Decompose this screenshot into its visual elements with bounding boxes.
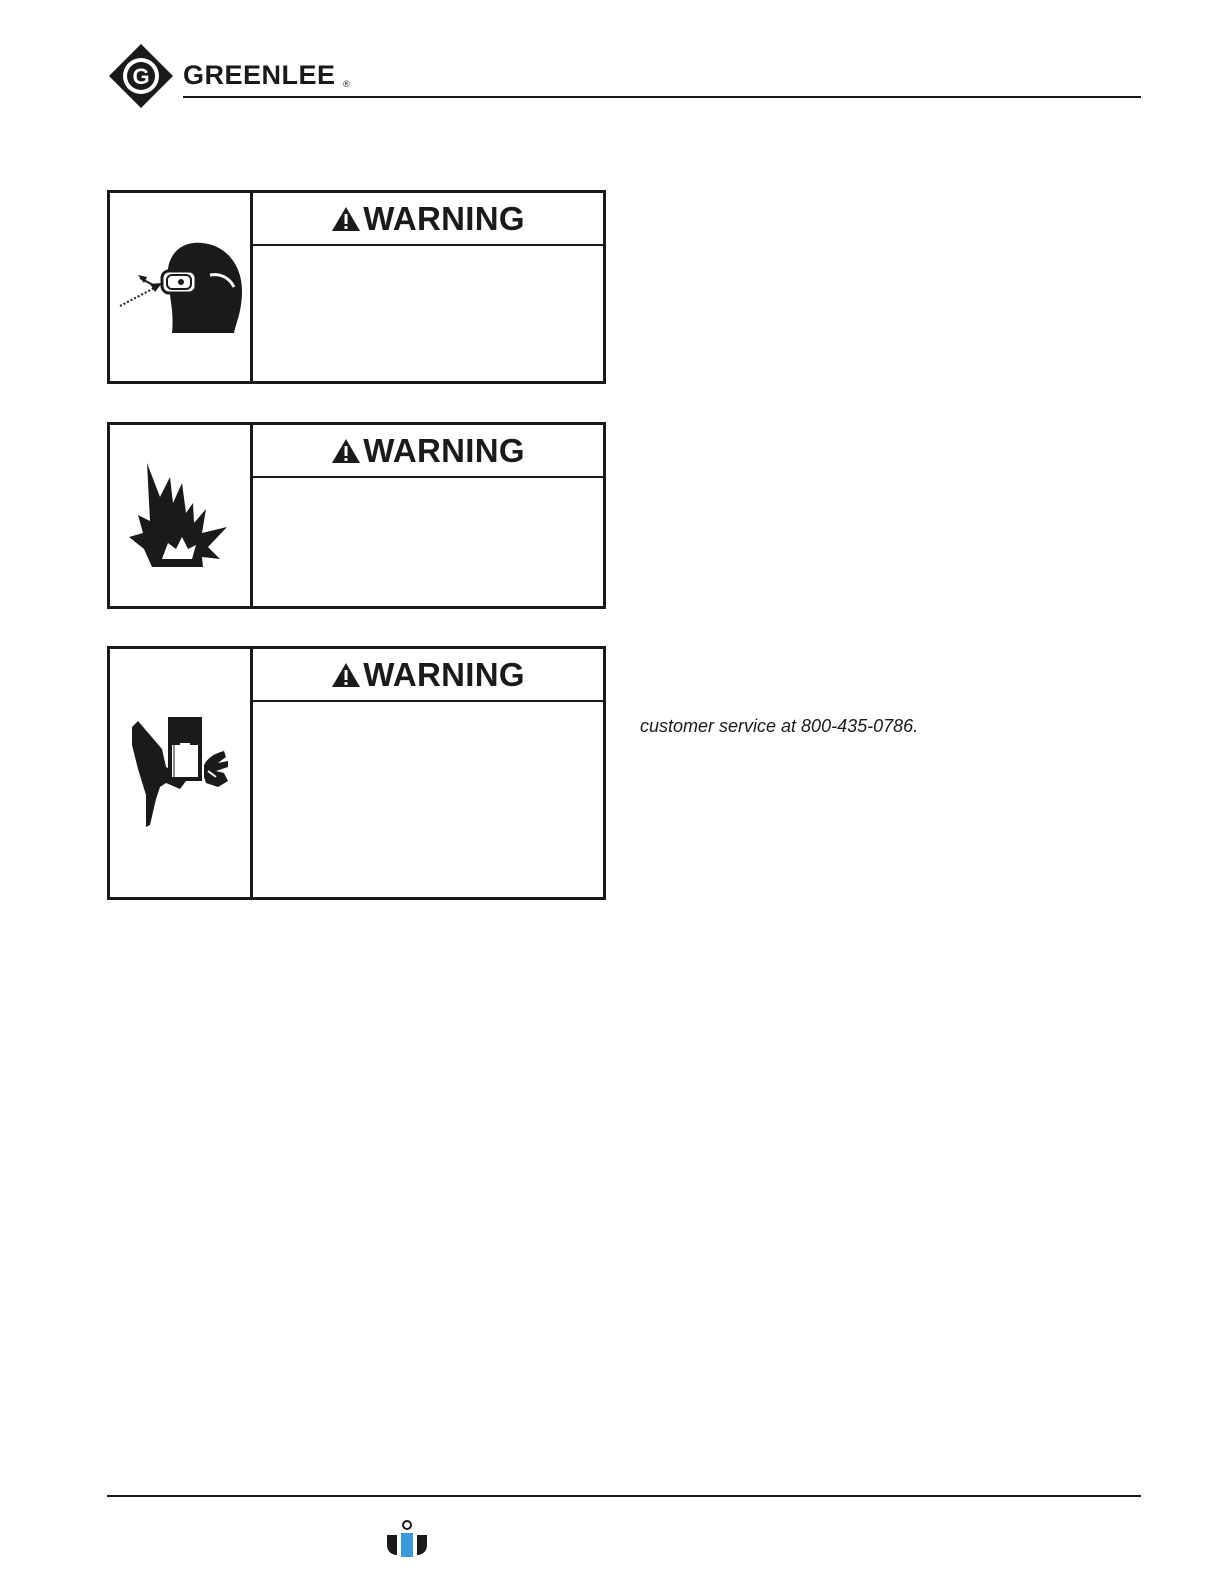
crush-hazard-icon — [110, 649, 247, 897]
warning-triangle-icon — [331, 206, 361, 232]
warning-content — [253, 193, 603, 381]
brand-registered-mark: ® — [343, 79, 350, 89]
footer-emblem-icon — [385, 1519, 429, 1559]
warning-title: WARNING — [363, 199, 525, 237]
warning-triangle-icon — [331, 662, 361, 688]
warning-body — [253, 478, 603, 606]
footer-rule — [107, 1495, 1141, 1497]
warning-header — [253, 649, 603, 702]
brand-name: GREENLEE — [183, 60, 336, 90]
warning-icon-cell — [110, 425, 253, 606]
warning-box-explosion — [107, 422, 606, 609]
warning-content — [253, 649, 603, 897]
header-rule — [183, 96, 1141, 98]
eye-protection-icon — [110, 193, 247, 381]
warning-triangle-icon — [331, 438, 361, 464]
warning-icon-cell — [110, 193, 253, 381]
warning-body — [253, 246, 603, 381]
warning-title: WARNING — [363, 431, 525, 469]
svg-text:G: G — [132, 64, 150, 89]
warning-content — [253, 425, 603, 606]
explosion-hazard-icon — [110, 425, 247, 606]
warning-header — [253, 193, 603, 246]
warning-body — [253, 702, 603, 897]
warning-box-eye — [107, 190, 606, 384]
warning-box-crush — [107, 646, 606, 900]
warning-title: WARNING — [363, 655, 525, 693]
warning-icon-cell — [110, 649, 253, 897]
customer-service-text: customer service at 800-435-0786. — [640, 716, 919, 736]
warning-header — [253, 425, 603, 478]
